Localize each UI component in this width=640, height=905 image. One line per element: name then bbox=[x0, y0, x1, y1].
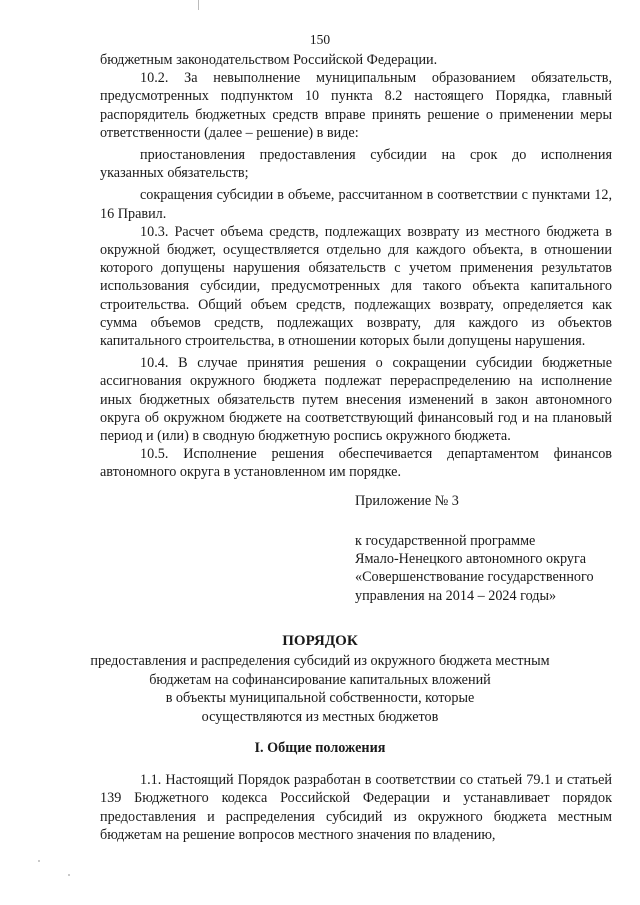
appendix-line: управления на 2014 – 2024 годы» bbox=[355, 587, 557, 604]
paragraph-1-1: 1.1. Настоящий Порядок разработан в соответствии со статьей 79.1 и статьей 139 Бюджетного кодекса Российской Федерации и устанавливает порядок предоставления и распределения субсидий из окружного бюджета местным бюджетам на решение вопросов местного значения по владению, bbox=[100, 772, 612, 844]
paragraph-suspension: приостановления предоставления субсидии на срок до исполнения указанных обязательств; bbox=[100, 147, 612, 182]
appendix-line: «Совершенствование государственного bbox=[355, 569, 594, 586]
paragraph-10-2: 10.2. За невыполнение муниципальным образованием обязательств, предусмотренных подпунктом 10 пункта 8.2 настоящего Порядка, главный распорядитель бюджетных средств вправе принять решение о применении меры ответственности (далее – решение) в виде: bbox=[100, 70, 612, 141]
scan-mark bbox=[198, 0, 199, 10]
paragraph-10-5: 10.5. Исполнение решения обеспечивается департаментом финансов автономного округа в установленном им порядке. bbox=[100, 446, 612, 481]
paragraph-10-3: 10.3. Расчет объема средств, подлежащих возврату из местного бюджета в окружной бюджет, осуществляется отдельно для каждого объекта, в отношении которого допущены нарушения обязательств с учетом применения результатов использования субсидии, предусмотренных для такого объекта капитального строительства. Общий объем средств, подлежащих возврату, определяется как сумма объемов средств, подлежащих возврату, для каждого из объектов капитального строительства, в отношении которых были допущены нарушения. bbox=[100, 223, 612, 350]
page-number: 150 bbox=[309, 32, 331, 47]
appendix-line: к государственной программе bbox=[355, 533, 536, 549]
section-title: I. Общие положения bbox=[254, 740, 386, 756]
scan-speck bbox=[38, 860, 40, 862]
order-subtitle-line: осуществляются из местных бюджетов bbox=[201, 708, 439, 725]
paragraph-reduction: сокращения субсидии в объеме, рассчитанном в соответствии с пунктами 12, 16 Правил. bbox=[100, 187, 612, 222]
section-body bbox=[100, 771, 612, 845]
order-subtitle-line: в объекты муниципальной собственности, которые bbox=[165, 690, 475, 706]
appendix-number: Приложение № 3 bbox=[355, 493, 459, 509]
appendix-block bbox=[355, 532, 625, 605]
paragraph-10-4: 10.4. В случае принятия решения о сокращении субсидии бюджетные ассигнования окружного бюджета подлежат перераспределению на исполнение иных бюджетных обязательств путем внесения изменений в закон автономного округа об окружном бюджете на соответствующий финансовый год и на плановый период и (или) в сводную бюджетную роспись окружного бюджета. bbox=[100, 355, 612, 445]
body-text bbox=[100, 51, 612, 482]
order-subtitle-line: предоставления и распределения субсидий из окружного бюджета местным bbox=[90, 653, 550, 669]
appendix-line: Ямало-Ненецкого автономного округа bbox=[355, 551, 587, 568]
paragraph-continuation: бюджетным законодательством Российской Федерации. bbox=[100, 52, 438, 68]
order-subtitle-line: бюджетам на софинансирование капитальных вложений bbox=[149, 671, 491, 688]
scan-speck bbox=[68, 874, 70, 876]
order-subtitle bbox=[0, 652, 640, 726]
order-title: ПОРЯДОК bbox=[282, 633, 358, 649]
